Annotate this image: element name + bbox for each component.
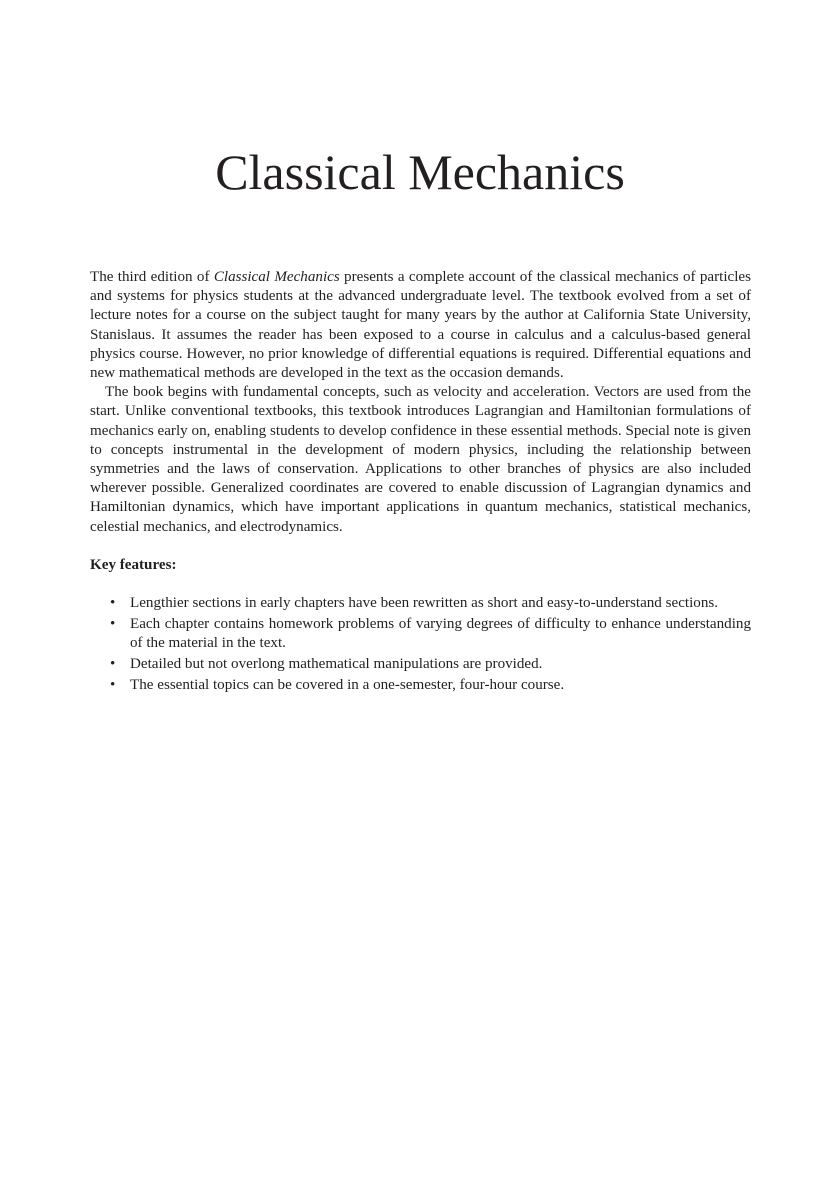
list-item (110, 655, 751, 674)
intro-paragraph-1-rest: presents a complete account of the classical mechanics of particles and systems for physics students at the advanced undergraduate level. The textbook evolved from a set of lecture notes for a course on the subject taught for many years by the author at California State University, Stanislaus. It assumes the reader has been exposed to a course in calculus and a calculus-based general physics course. However, no prior knowledge of differential equations is required. Differential equations and new mathematical methods are developed in the text as the occasion demands. (90, 269, 752, 382)
bullet-icon: • (110, 595, 116, 612)
intro-paragraph-1 (90, 268, 751, 383)
bullet-icon: • (110, 676, 116, 693)
book-title-italic: Classical Mechanics (213, 269, 340, 285)
list-item (110, 615, 751, 653)
feature-text: Each chapter contains homework problems of varying degrees of difficulty to enhance understanding of the material in the text. (130, 615, 751, 652)
page-title: Classical Mechanics (215, 144, 625, 200)
bullet-icon: • (110, 655, 116, 672)
key-features-list (90, 594, 751, 695)
key-features-heading: Key features: (90, 556, 177, 573)
feature-text: Detailed but not overlong mathematical manipulations are provided. (130, 655, 543, 672)
description-body (90, 268, 751, 696)
feature-text: Lengthier sections in early chapters have been rewritten as short and easy-to-understand sections. (130, 595, 719, 612)
list-item (110, 594, 751, 613)
intro-paragraph-2: The book begins with fundamental concepts, such as velocity and acceleration. Vectors are used from the start. Unlike conventional textbooks, this textbook introduces Lagrangian and Hamiltonian formulations of mechanics early on, enabling students to develop confidence in these essential methods. Special note is given to concepts instrumental in the development of modern physics, including the relationship between symmetries and the laws of conservation. Applications to other branches of physics are also included wherever possible. Generalized coordinates are covered to enable discussion of Lagrangian dynamics and Hamiltonian dynamics, which have important applications in quantum mechanics, statistical mechanics, celestial mechanics, and electrodynamics. (90, 384, 751, 535)
bullet-icon: • (110, 615, 116, 632)
intro-paragraph-1-lead: The third edition of (90, 269, 214, 285)
list-item (110, 676, 751, 695)
feature-text: The essential topics can be covered in a one-semester, four-hour course. (130, 676, 565, 693)
